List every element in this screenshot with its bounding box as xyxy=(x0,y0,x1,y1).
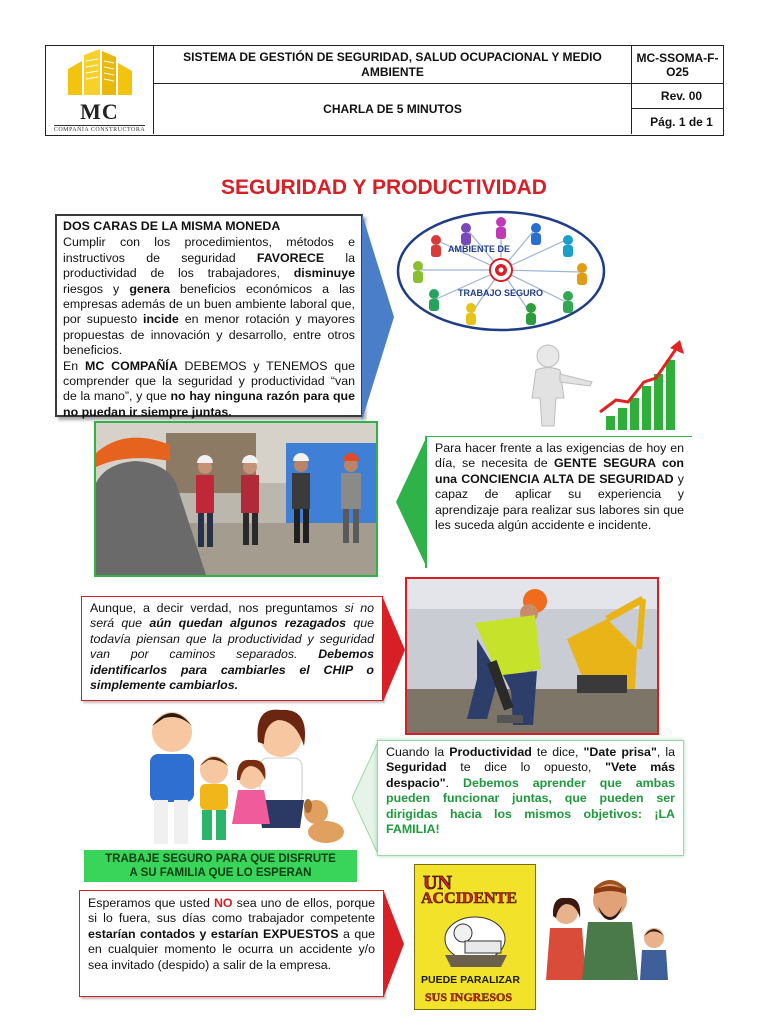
s1-bold: no hay ninguna razón para que no puedan ir siempre juntas. xyxy=(63,389,356,419)
s3-italic: si no será que xyxy=(90,601,374,631)
s1-bold: genera xyxy=(129,281,170,296)
s3-bold-italic: aún quedan algunos rezagados xyxy=(149,616,347,631)
s4-bold: Productividad xyxy=(449,745,532,759)
s1-text: beneficios económicos a las empresas además de un buen ambiente laboral que, por supuesto xyxy=(63,281,355,327)
diagram-label-top: AMBIENTE DE xyxy=(448,244,511,254)
s4-text: te dice lo opuesto, xyxy=(446,760,606,775)
company-logo xyxy=(46,46,154,134)
s1-text: DEBEMOS y TENEMOS que comprender que la seguridad y productividad “van de la mano”, y que xyxy=(63,358,355,404)
s5-red-bold: NO xyxy=(213,896,233,910)
section-safe-people xyxy=(425,436,692,568)
s1-bold: disminuye xyxy=(293,266,355,281)
s5-text: a que en cualquier momento le ocurra un accidente y/o sea invitado (despido) a salir de la empresa. xyxy=(88,926,375,972)
s4-bold: "Date prisa" xyxy=(583,745,657,759)
s4-text: Cuando la xyxy=(386,745,450,759)
revision-number: Rev. 00 xyxy=(632,84,723,109)
section1-heading: DOS CARAS DE LA MISMA MONEDA xyxy=(63,219,281,233)
building-logo-icon xyxy=(60,47,140,97)
family-caption-banner xyxy=(84,850,357,882)
section-productivity-vs-safety xyxy=(377,740,684,856)
s1-text: en menor rotación y mayores propuestas de innovación y desarrollo, entre otros beneficios. xyxy=(63,312,355,358)
s1-bold: FAVORECE xyxy=(256,250,325,265)
s1-bold: incide xyxy=(143,312,179,327)
logo-text: MC xyxy=(80,99,119,124)
red-arrow-right-icon xyxy=(383,598,405,702)
safe-work-environment-diagram xyxy=(396,210,606,332)
s1-text: En xyxy=(63,358,86,373)
s3-italic: que todavía piensan que la productividad y seguridad van por caminos separados. xyxy=(90,616,374,662)
s4-bold: Seguridad xyxy=(386,760,447,775)
section1-paragraph2 xyxy=(63,359,355,421)
document-code: MC-SSOMA-F-O25 xyxy=(632,46,723,84)
logo-subtext: COMPAÑÍA CONSTRUCTORA xyxy=(53,127,146,133)
red-arrow-right-icon xyxy=(384,892,404,996)
s5-text: sea uno de ellos, porque si lo fuera, sus días como trabajador competente xyxy=(88,896,376,926)
workers-group-photo xyxy=(94,421,378,577)
family-caption-line2: A SU FAMILIA QUE LO ESPERAN xyxy=(129,867,312,879)
productivity-growth-illustration xyxy=(518,338,688,432)
page-number: Pág. 1 de 1 xyxy=(650,114,713,129)
s1-text: la productividad de los trabajadores, xyxy=(63,250,355,281)
section1-paragraph1 xyxy=(63,235,355,358)
page-title: SEGURIDAD Y PRODUCTIVIDAD xyxy=(221,176,547,199)
green-arrow-left-icon xyxy=(352,742,378,854)
s2-text: Para hacer frente a las exigencias de hoy en día, se necesita de xyxy=(435,441,684,471)
s3-bold-italic: Debemos identificarlos para cambiarles el CHIP o simplemente cambiarlos. xyxy=(90,647,374,693)
s4-bold: "Vete más despacio" xyxy=(386,760,675,790)
poster-middle-text: ACCIDENTE xyxy=(421,890,518,907)
diagram-label-bottom: TRABAJO SEGURO xyxy=(458,288,544,298)
s1-bold: MC COMPAÑÍA xyxy=(85,358,178,373)
green-arrow-left-icon xyxy=(396,438,426,566)
poster-line2: SUS INGRESOS xyxy=(425,990,513,1004)
document-type: CHARLA DE 5 MINUTOS xyxy=(154,84,632,134)
section-laggards xyxy=(81,596,383,701)
poster-top-text: UN xyxy=(423,872,452,894)
s3-text: Aunque, a decir verdad, nos preguntamos xyxy=(90,601,345,615)
blue-arrow-right-icon xyxy=(362,214,396,420)
section-warning xyxy=(79,890,384,997)
s2-bold: GENTE SEGURA con una CONCIENCIA ALTA DE SEGURIDAD xyxy=(435,456,684,486)
worker-jackhammer-photo xyxy=(405,577,659,735)
s2-text: y capaz de aplicar su experiencia y aprendizaje para realizar sus labores sin que les suceda algún accidente e incidente. xyxy=(435,471,685,533)
s4-green-bold: Debemos aprender que ambas pueden funcionar juntas, que pueden ser dirigidas hacia los mismos objetivos: ¡LA FAMILIA! xyxy=(386,775,676,837)
poster-line1: PUEDE PARALIZAR xyxy=(421,974,520,986)
s1-text: Cumplir con los procedimientos, métodos e instructivos de seguridad xyxy=(63,235,355,265)
system-title: SISTEMA DE GESTIÓN DE SEGURIDAD, SALUD OCUPACIONAL Y MEDIO AMBIENTE xyxy=(154,46,632,84)
s1-text: riesgos y xyxy=(63,281,130,296)
family-caption-line1: TRABAJE SEGURO PARA QUE DISFRUTE xyxy=(105,853,336,865)
s4-text: , la xyxy=(656,745,675,759)
family-illustration xyxy=(118,700,348,850)
accident-poster xyxy=(414,864,536,1010)
s4-text: te dice, xyxy=(531,745,584,759)
s5-text: Esperamos que usted xyxy=(88,896,214,910)
s5-bold: estarían contados y estarían EXPUESTOS xyxy=(88,926,339,941)
sad-family-illustration xyxy=(540,866,680,984)
s4-text: . xyxy=(445,775,464,790)
document-header xyxy=(45,45,724,136)
section-two-sides-coin xyxy=(55,214,363,417)
